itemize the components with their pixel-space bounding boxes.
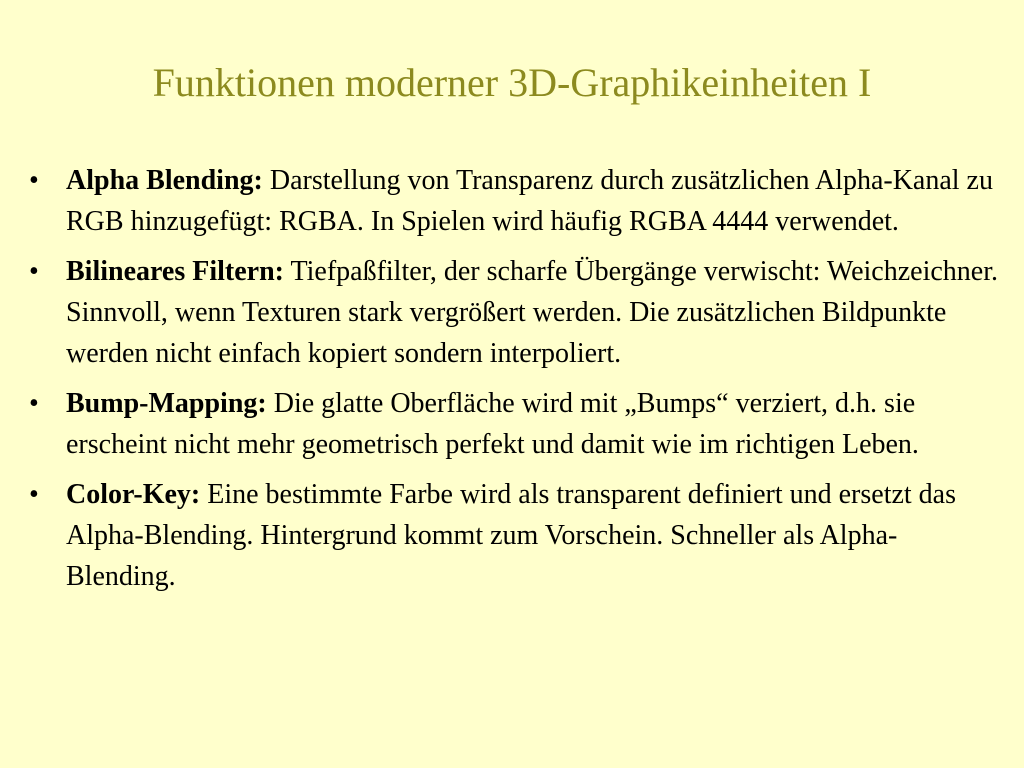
- bullet-text: Darstellung von Transparenz durch zusätzlichen Alpha-Kanal zu RGB hinzugefügt: RGBA. In Spielen wird häufig RGBA 4444 verwendet.: [66, 165, 993, 237]
- bullet-text: Die glatte Oberfläche wird mit „Bumps“ verziert, d.h. sie erscheint nicht mehr geometrisch perfekt und damit wie im richtigen Leben.: [66, 388, 919, 460]
- bullet-term: Bump-Mapping:: [66, 388, 267, 419]
- bullet-item-bump-mapping: [29, 383, 1004, 465]
- bullet-icon: •: [29, 165, 39, 196]
- bullet-icon: •: [29, 479, 39, 510]
- bullet-text: Eine bestimmte Farbe wird als transparent definiert und ersetzt das Alpha-Blending. Hintergrund kommt zum Vorschein. Schneller als Alpha-Blending.: [66, 479, 957, 592]
- bullet-text: Tiefpaßfilter, der scharfe Übergänge verwischt: Weichzeichner. Sinnvoll, wenn Texturen stark vergrößert werden. Die zusätzlichen Bildpunkte werden nicht einfach kopiert sondern interpoliert.: [66, 256, 998, 369]
- bullet-list: [29, 160, 1004, 606]
- bullet-item-color-key: [29, 474, 1004, 597]
- bullet-item-bilineares-filtern: [29, 251, 1004, 374]
- bullet-item-alpha-blending: [29, 160, 1004, 242]
- bullet-icon: •: [29, 256, 39, 287]
- bullet-icon: •: [29, 388, 39, 419]
- bullet-term: Bilineares Filtern:: [66, 256, 284, 287]
- slide-title: Funktionen moderner 3D-Graphikeinheiten I: [152, 60, 872, 105]
- bullet-term: Color-Key:: [66, 479, 201, 510]
- bullet-term: Alpha Blending:: [66, 165, 263, 196]
